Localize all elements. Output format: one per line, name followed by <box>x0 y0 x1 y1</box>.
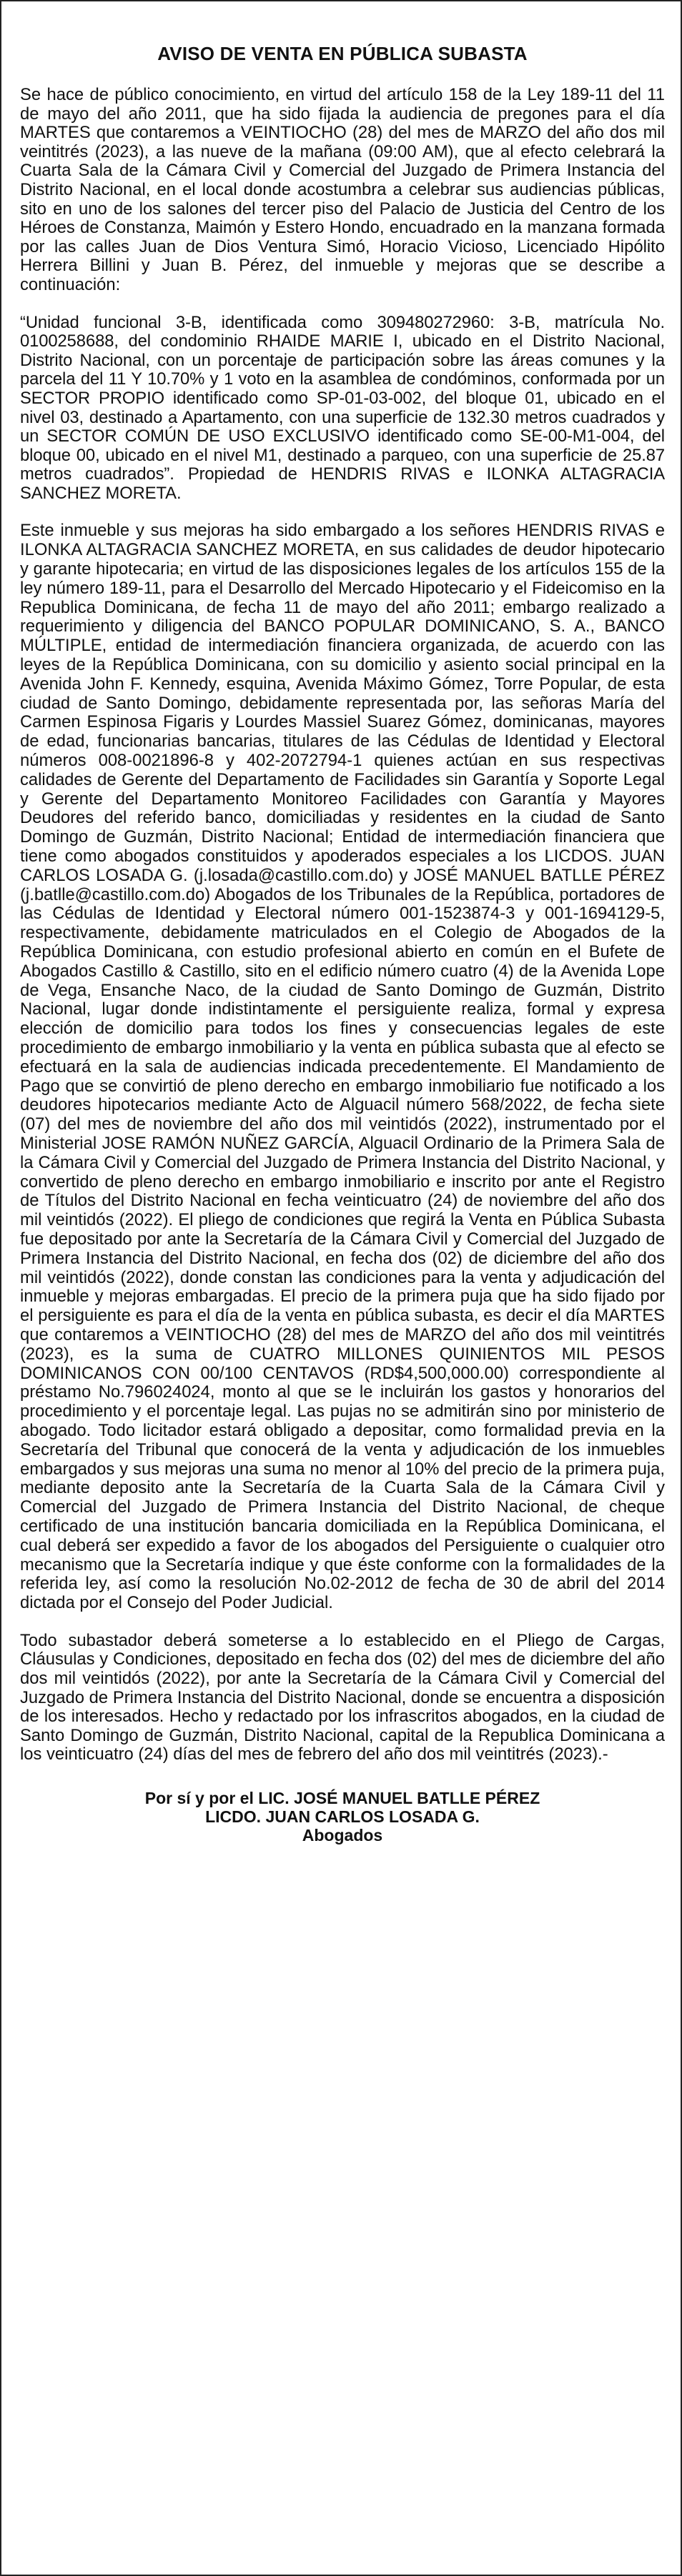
property-description-paragraph: “Unidad funcional 3-B, identificada como 309480272960: 3-B, matrícula No. 0100258688, del condominio RHAIDE MARIE I, ubicado en el Distrito Nacional, Distrito Nacional, con un porcentaje de participación sobre las áreas comunes y la parcela del 11 Y 10.70% y 1 voto en la asamblea de condóminos, conformada por un SECTOR PROPIO identificado como SP-01-03-002, del bloque 01, ubicado en el nivel 03, destinado a Apartamento, con una superficie de 132.30 metros cuadrados y un SECTOR COMÚN DE USO EXCLUSIVO identificado como SE-00-M1-004, del bloque 00, ubicado en el nivel M1, destinado a parqueo, con una superficie de 25.87 metros cuadrados”. Propiedad de HENDRIS RIVAS e ILONKA ALTAGRACIA SANCHEZ MORETA. <box>20 312 665 503</box>
signature-line-2: LICDO. JUAN CARLOS LOSADA G. <box>205 1807 480 1827</box>
closing-paragraph: Todo subastador deberá someterse a lo establecido en el Pliego de Cargas, Cláusulas y Condiciones, depositado en fecha dos (02) del mes de diciembre del año dos mil veintidós (2022), por ante la Secretaría de la Cámara Civil y Comercial del Juzgado de Primera Instancia del Distrito Nacional, donde se encuentra a disposición de los interesados. Hecho y redactado por los infrascritos abogados, en la ciudad de Santo Domingo de Guzmán, Distrito Nacional, capital de la Republica Dominicana a los veinticuatro (24) días del mes de febrero del año dos mil veintitrés (2023).- <box>20 1630 665 1764</box>
intro-paragraph: Se hace de público conocimiento, en virtud del artículo 158 de la Ley 189-11 del 11 de mayo del año 2011, que ha sido fijada la audiencia de pregones para el día MARTES que contaremos a VEINTIOCHO (28) del mes de MARZO del año dos mil veintitrés (2023), a las nueve de la mañana (09:00 AM), que al efecto celebrará la Cuarta Sala de la Cámara Civil y Comercial del Juzgado de Primera Instancia del Distrito Nacional, en el local donde acostumbra a celebrar sus audiencias públicas, sito en uno de los salones del tercer piso del Palacio de Justicia del Centro de los Héroes de Constanza, Maimón y Estero Hondo, encuadrado en la manzana formada por las calles Juan de Dios Ventura Simó, Horacio Vicioso, Licenciado Hipólito Herrera Billini y Juan B. Pérez, del inmueble y mejoras que se describe a continuación: <box>20 85 665 294</box>
signature-block <box>20 1789 665 1844</box>
signature-line-3: Abogados <box>302 1826 383 1845</box>
signature-line-1: Por sí y por el LIC. JOSÉ MANUEL BATLLE PÉREZ <box>144 1789 540 1808</box>
seizure-details-paragraph: Este inmueble y sus mejoras ha sido embargado a los señores HENDRIS RIVAS e ILONKA ALTAGRACIA SANCHEZ MORETA, en sus calidades de deudor hipotecario y garante hipotecaria; en virtud de las disposiciones legales de los artículos 155 de la ley número 189-11, para el Desarrollo del Mercado Hipotecario y el Fideicomiso en la Republica Dominicana, de fecha 11 de mayo del año 2011; embargo realizado a requerimiento y diligencia del BANCO POPULAR DOMINICANO, S. A., BANCO MÚLTIPLE, entidad de intermediación financiera organizada, de acuerdo con las leyes de la República Dominicana, con su domicilio y asiento social principal en la Avenida John F. Kennedy, esquina, Avenida Máximo Gómez, Torre Popular, de esta ciudad de Santo Domingo, debidamente representada por, las señoras María del Carmen Espinosa Figaris y Lourdes Massiel Suarez Gómez, dominicanas, mayores de edad, funcionarias bancarias, titulares de las Cédulas de Identidad y Electoral números 008-0021896-8 y 402-2072794-1 quienes actúan en sus respectivas calidades de Gerente del Departamento de Facilidades sin Garantía y Soporte Legal y Gerente del Departamento Monitoreo Facilidades con Garantía y Mayores Deudores del referido banco, domiciliadas y residentes en la ciudad de Santo Domingo de Guzmán, Distrito Nacional; Entidad de intermediación financiera que tiene como abogados constituidos y apoderados especiales a los LICDOS. JUAN CARLOS LOSADA G. (j.losada@castillo.com.do) y JOSÉ MANUEL BATLLE PÉREZ (j.batlle@castillo.com.do) Abogados de los Tribunales de la República, portadores de las Cédulas de Identidad y Electoral número 001-1523874-3 y 001-1694129-5, respectivamente, debidamente matriculados en el Colegio de Abogados de la República Dominicana, con estudio profesional abierto en común en el Bufete de Abogados Castillo & Castillo, sito en el edificio número cuatro (4) de la Avenida Lope de Vega, Ensanche Naco, de la ciudad de Santo Domingo de Guzmán, Distrito Nacional, lugar donde indistintamente el persiguiente realiza, formal y expresa elección de domicilio para todos los fines y consecuencias legales de este procedimiento de embargo inmobiliario y la venta en pública subasta que al efecto se efectuará en la sala de audiencias indicada precedentemente. El Mandamiento de Pago que se convirtió de pleno derecho en embargo inmobiliario fue notificado a los deudores hipotecarios mediante Acto de Alguacil número 568/2022, de fecha siete (07) del mes de noviembre del año dos mil veintidós (2022), instrumentado por el Ministerial JOSE RAMÓN NUÑEZ GARCÍA, Alguacil Ordinario de la Primera Sala de la Cámara Civil y Comercial del Juzgado de Primera Instancia del Distrito Nacional, y convertido de pleno derecho en embargo inmobiliario e inscrito por ante el Registro de Títulos del Distrito Nacional en fecha veinticuatro (24) de noviembre del año dos mil veintidós (2022). El pliego de condiciones que regirá la Venta en Pública Subasta fue depositado por ante la Secretaría de la Cámara Civil y Comercial del Juzgado de Primera Instancia del Distrito Nacional, en fecha dos (02) de diciembre del año dos mil veintidós (2022), donde constan las condiciones para la venta y adjudicación del inmueble y mejoras embargadas. El precio de la primera puja que ha sido fijado por el persiguiente es para el día de la venta en pública subasta, es decir el día MARTES que contaremos a VEINTIOCHO (28) del mes de MARZO del año dos mil veintitrés (2023), es la suma de CUATRO MILLONES QUINIENTOS MIL PESOS DOMINICANOS CON 00/100 CENTAVOS (RD$4,500,000.00) correspondiente al préstamo No.796024024, monto al que se le incluirán los gastos y honorarios del procedimiento y el porcentaje legal. Las pujas no se admitirán sino por ministerio de abogado. Todo licitador estará obligado a depositar, como formalidad previa en la Secretaría del Tribunal que conocerá de la venta y adjudicación de los inmuebles embargados y sus mejoras una suma no menor al 10% del precio de la primera puja, mediante deposito ante la Secretaría de la Cuarta Sala de la Cámara Civil y Comercial del Juzgado de Primera Instancia del Distrito Nacional, de cheque certificado de una institución bancaria domiciliada en la República Dominicana, el cual deberá ser expedido a favor de los abogados del Persiguiente o cualquier otro mecanismo que la Secretaría indique y que éste conforme con la formalidades de la referida ley, así como la resolución No.02-2012 de fecha de 30 de abril del 2014 dictada por el Consejo del Poder Judicial. <box>20 521 665 1613</box>
notice-title: AVISO DE VENTA EN PÚBLICA SUBASTA <box>157 43 528 64</box>
notice-content <box>20 43 665 1844</box>
